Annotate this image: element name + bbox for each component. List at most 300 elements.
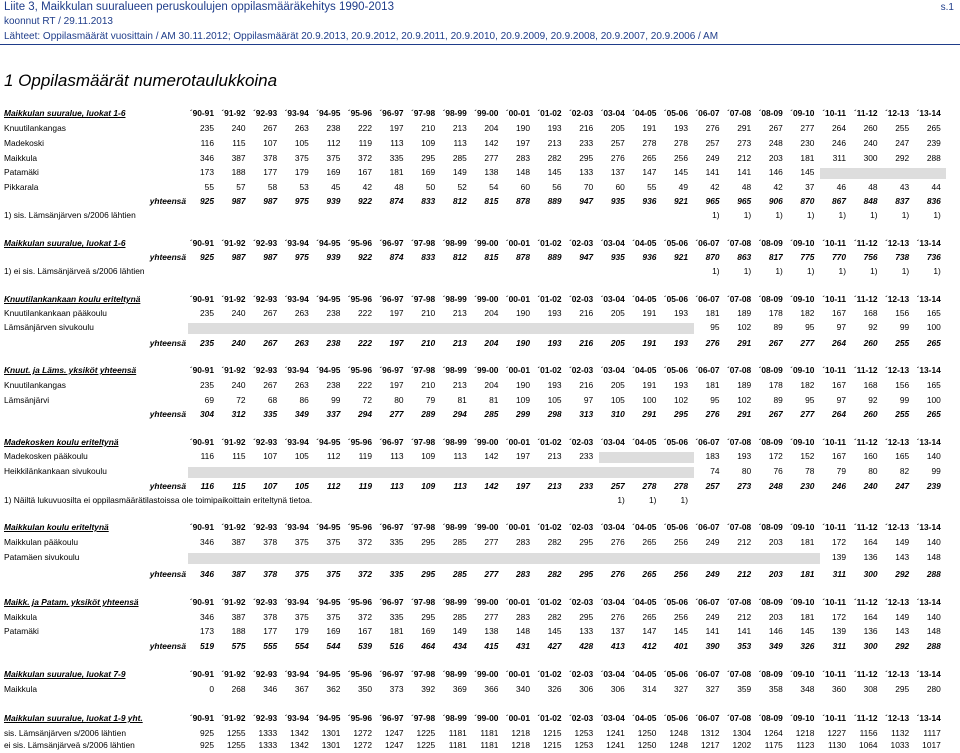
value-cell: 817 xyxy=(768,252,783,262)
value-cell: 193 xyxy=(674,123,688,133)
year-header-cell: ´12-13 xyxy=(884,294,910,304)
year-header-cell: ´10-11 xyxy=(822,437,846,447)
year-header-cell: ´13-14 xyxy=(916,238,941,248)
value-cell: 216 xyxy=(579,338,594,348)
value-cell: 1342 xyxy=(290,728,309,738)
value-cell: 756 xyxy=(863,252,878,262)
year-header-cell: ´03-04 xyxy=(600,294,625,304)
year-header-cell: ´02-03 xyxy=(568,437,594,447)
value-cell: 267 xyxy=(263,380,278,390)
value-cell: 89 xyxy=(773,322,783,332)
value-cell: 936 xyxy=(642,252,657,262)
value-cell: 81 xyxy=(457,395,467,405)
value-cell: 168 xyxy=(863,308,878,318)
value-cell: 306 xyxy=(579,684,594,694)
value-cell: 1304 xyxy=(732,728,752,738)
table-total-row xyxy=(0,481,960,494)
year-header-cell: ´02-03 xyxy=(568,365,594,375)
value-cell: 295 xyxy=(421,153,436,163)
year-header-cell: ´03-04 xyxy=(600,713,625,723)
header-rule xyxy=(0,44,960,45)
year-header-cell: ´10-11 xyxy=(822,597,846,607)
table-total-row xyxy=(0,196,960,209)
year-header-cell: ´01-02 xyxy=(537,294,562,304)
value-cell: 337 xyxy=(326,409,341,419)
table-section-header xyxy=(0,713,960,726)
row-label: 1) Näiltä lukuvuosilta ei oppilasmäärätilastoissa ole toimipaikoittain eriteltynä tietoa. xyxy=(4,495,313,505)
value-cell: 189 xyxy=(737,380,752,390)
value-cell: 169 xyxy=(326,167,341,177)
value-cell: 183 xyxy=(705,451,720,461)
value-cell: 1218 xyxy=(511,740,530,750)
year-header-cell: ´05-06 xyxy=(663,669,688,679)
year-header-cell: ´96-97 xyxy=(379,597,404,607)
value-cell: 278 xyxy=(674,138,688,148)
value-cell: 205 xyxy=(610,380,625,390)
year-header-cell: ´93-94 xyxy=(284,597,309,607)
year-header-cell: ´07-08 xyxy=(726,365,752,375)
value-cell: 247 xyxy=(895,138,910,148)
value-cell: 965 xyxy=(737,196,752,206)
year-header-cell: ´09-10 xyxy=(790,669,815,679)
value-cell: 1) xyxy=(838,266,846,276)
value-cell: 516 xyxy=(389,641,404,651)
year-header-cell: ´09-10 xyxy=(790,238,815,248)
value-cell: 78 xyxy=(805,466,815,476)
value-cell: 285 xyxy=(452,612,467,622)
value-cell: 362 xyxy=(326,684,341,694)
year-header-cell: ´98-99 xyxy=(442,108,467,118)
value-cell: 181 xyxy=(705,308,720,318)
value-cell: 1017 xyxy=(922,740,941,750)
value-cell: 936 xyxy=(642,196,657,206)
value-cell: 145 xyxy=(674,626,688,636)
year-header-cell: ´96-97 xyxy=(379,522,404,532)
year-header-cell: ´08-09 xyxy=(758,669,783,679)
year-header-cell: ´13-14 xyxy=(916,294,941,304)
value-cell: 216 xyxy=(579,380,594,390)
value-cell: 375 xyxy=(326,612,341,622)
year-header-cell: ´07-08 xyxy=(726,294,752,304)
value-cell: 116 xyxy=(200,138,214,148)
value-cell: 213 xyxy=(452,380,467,390)
value-cell: 1253 xyxy=(574,728,594,738)
value-cell: 160 xyxy=(863,451,878,461)
value-cell: 335 xyxy=(389,537,404,547)
value-cell: 1215 xyxy=(542,728,562,738)
value-cell: 304 xyxy=(200,409,214,419)
value-cell: 240 xyxy=(231,338,246,348)
no-data-shading xyxy=(188,323,694,334)
value-cell: 987 xyxy=(231,252,246,262)
year-header-cell: ´94-95 xyxy=(316,522,341,532)
value-cell: 313 xyxy=(579,409,594,419)
value-cell: 68 xyxy=(267,395,278,405)
value-cell: 975 xyxy=(294,252,309,262)
value-cell: 102 xyxy=(737,322,752,332)
year-header-cell: ´04-05 xyxy=(632,522,657,532)
value-cell: 238 xyxy=(326,308,341,318)
value-cell: 285 xyxy=(484,409,499,419)
value-cell: 415 xyxy=(484,641,499,651)
row-label: yhteensä xyxy=(149,641,186,651)
value-cell: 1) xyxy=(901,266,910,276)
year-header-cell: ´95-96 xyxy=(347,294,372,304)
row-label: yhteensä xyxy=(149,252,186,262)
value-cell: 277 xyxy=(484,612,499,622)
table-section-header xyxy=(0,597,960,610)
value-cell: 181 xyxy=(800,612,815,622)
value-cell: 922 xyxy=(358,252,372,262)
value-cell: 172 xyxy=(832,612,846,622)
value-cell: 267 xyxy=(768,123,783,133)
value-cell: 387 xyxy=(231,537,246,547)
year-header-cell: ´90-91 xyxy=(189,713,214,723)
value-cell: 178 xyxy=(768,308,783,318)
year-header-cell: ´90-91 xyxy=(189,437,214,447)
value-cell: 193 xyxy=(547,338,562,348)
year-header-cell: ´13-14 xyxy=(916,365,941,375)
year-header-cell: ´05-06 xyxy=(663,713,688,723)
year-header-cell: ´11-12 xyxy=(853,365,878,375)
value-cell: 346 xyxy=(200,537,214,547)
table-row xyxy=(0,266,960,279)
value-cell: 285 xyxy=(452,537,467,547)
year-header-cell: ´98-99 xyxy=(442,437,467,447)
value-cell: 167 xyxy=(832,380,846,390)
compiled-by: koonnut RT / 29.11.2013 xyxy=(4,16,113,27)
value-cell: 264 xyxy=(832,338,846,348)
value-cell: 311 xyxy=(832,641,846,651)
value-cell: 102 xyxy=(674,395,688,405)
value-cell: 1255 xyxy=(226,740,246,750)
year-header-cell: ´97-98 xyxy=(410,238,436,248)
value-cell: 193 xyxy=(547,380,562,390)
value-cell: 169 xyxy=(326,626,341,636)
year-header-cell: ´11-12 xyxy=(853,522,878,532)
year-header-cell: ´06-07 xyxy=(695,597,720,607)
year-header-cell: ´91-92 xyxy=(221,669,246,679)
document-title: Liite 3, Maikkulan suuralueen peruskoulujen oppilasmääräkehitys 1990-2013 xyxy=(4,1,394,13)
value-cell: 348 xyxy=(800,684,815,694)
year-header-cell: ´99-00 xyxy=(474,294,499,304)
row-label: Maikkula xyxy=(4,612,38,622)
value-cell: 48 xyxy=(741,182,752,192)
value-cell: 212 xyxy=(737,153,752,163)
value-cell: 327 xyxy=(705,684,720,694)
value-cell: 277 xyxy=(800,338,815,348)
value-cell: 947 xyxy=(579,252,594,262)
value-cell: 205 xyxy=(610,338,625,348)
year-header-cell: ´06-07 xyxy=(695,522,720,532)
value-cell: 213 xyxy=(547,481,562,491)
year-header-cell: ´93-94 xyxy=(284,294,309,304)
value-cell: 1) xyxy=(901,210,910,220)
value-cell: 133 xyxy=(579,626,594,636)
year-header-cell: ´06-07 xyxy=(695,238,720,248)
value-cell: 115 xyxy=(232,451,246,461)
value-cell: 268 xyxy=(231,684,246,694)
value-cell: 97 xyxy=(836,395,846,405)
value-cell: 193 xyxy=(674,308,688,318)
year-header-cell: ´11-12 xyxy=(853,437,878,447)
value-cell: 177 xyxy=(263,626,278,636)
value-cell: 346 xyxy=(200,612,214,622)
value-cell: 138 xyxy=(484,167,499,177)
value-cell: 113 xyxy=(390,481,404,491)
value-cell: 256 xyxy=(674,153,688,163)
value-cell: 1) xyxy=(648,495,657,505)
value-cell: 921 xyxy=(674,196,688,206)
table-section-header xyxy=(0,365,960,378)
value-cell: 267 xyxy=(263,308,278,318)
value-cell: 874 xyxy=(389,196,404,206)
value-cell: 1250 xyxy=(637,740,657,750)
value-cell: 205 xyxy=(610,123,625,133)
table-total-row xyxy=(0,641,960,654)
value-cell: 249 xyxy=(705,569,720,579)
row-label: sis. Lämsänjärven s/2006 lähtien xyxy=(4,728,126,738)
value-cell: 283 xyxy=(516,569,530,579)
value-cell: 109 xyxy=(421,138,436,148)
value-cell: 283 xyxy=(516,537,530,547)
year-header-cell: ´02-03 xyxy=(568,713,594,723)
value-cell: 141 xyxy=(737,626,752,636)
year-header-cell: ´09-10 xyxy=(790,437,815,447)
value-cell: 264 xyxy=(832,409,846,419)
value-cell: 54 xyxy=(489,182,499,192)
value-cell: 145 xyxy=(547,626,562,636)
row-label: 1) ei sis. Lämsänjärveä s/2006 lähtien xyxy=(4,266,145,276)
value-cell: 145 xyxy=(547,167,562,177)
value-cell: 147 xyxy=(642,167,657,177)
value-cell: 874 xyxy=(389,252,404,262)
value-cell: 100 xyxy=(926,322,941,332)
year-header-cell: ´90-91 xyxy=(189,669,214,679)
value-cell: 1253 xyxy=(574,740,594,750)
value-cell: 43 xyxy=(899,182,910,192)
value-cell: 147 xyxy=(642,626,657,636)
year-header-cell: ´97-98 xyxy=(410,108,436,118)
year-header-cell: ´02-03 xyxy=(568,597,594,607)
value-cell: 149 xyxy=(895,612,910,622)
year-header-cell: ´10-11 xyxy=(822,713,846,723)
year-header-cell: ´94-95 xyxy=(316,437,341,447)
value-cell: 60 xyxy=(615,182,625,192)
value-cell: 257 xyxy=(705,138,720,148)
value-cell: 145 xyxy=(800,167,815,177)
table-section-header xyxy=(0,294,960,307)
year-header-cell: ´03-04 xyxy=(600,597,625,607)
value-cell: 256 xyxy=(674,537,688,547)
value-cell: 204 xyxy=(484,123,499,133)
value-cell: 464 xyxy=(421,641,436,651)
year-header-cell: ´90-91 xyxy=(189,294,214,304)
row-label: Madekosken koulu eriteltynä xyxy=(4,437,119,447)
value-cell: 295 xyxy=(579,537,594,547)
table-row xyxy=(0,451,960,464)
value-cell: 1) xyxy=(743,210,752,220)
value-cell: 141 xyxy=(705,167,720,177)
value-cell: 112 xyxy=(327,481,341,491)
value-cell: 878 xyxy=(516,196,530,206)
value-cell: 49 xyxy=(678,182,688,192)
year-header-cell: ´00-01 xyxy=(505,108,530,118)
value-cell: 294 xyxy=(358,409,372,419)
value-cell: 190 xyxy=(516,308,530,318)
year-header-cell: ´06-07 xyxy=(695,437,720,447)
value-cell: 140 xyxy=(926,537,941,547)
value-cell: 311 xyxy=(832,569,846,579)
value-cell: 249 xyxy=(705,612,720,622)
value-cell: 100 xyxy=(926,395,941,405)
year-header-cell: ´00-01 xyxy=(505,294,530,304)
value-cell: 60 xyxy=(520,182,530,192)
value-cell: 141 xyxy=(737,167,752,177)
value-cell: 289 xyxy=(421,409,436,419)
value-cell: 372 xyxy=(358,537,372,547)
row-label: Patamäen sivukoulu xyxy=(4,552,80,562)
value-cell: 95 xyxy=(805,322,815,332)
table-row xyxy=(0,380,960,393)
value-cell: 197 xyxy=(389,308,404,318)
value-cell: 925 xyxy=(200,252,214,262)
value-cell: 1333 xyxy=(258,728,278,738)
value-cell: 1247 xyxy=(384,728,404,738)
value-cell: 975 xyxy=(294,196,309,206)
value-cell: 172 xyxy=(768,451,783,461)
value-cell: 310 xyxy=(610,409,625,419)
value-cell: 922 xyxy=(358,196,372,206)
year-header-cell: ´04-05 xyxy=(632,294,657,304)
value-cell: 1) xyxy=(775,266,783,276)
year-header-cell: ´13-14 xyxy=(916,108,941,118)
value-cell: 277 xyxy=(484,153,499,163)
year-header-cell: ´04-05 xyxy=(632,597,657,607)
year-header-cell: ´07-08 xyxy=(726,238,752,248)
value-cell: 265 xyxy=(642,612,657,622)
value-cell: 142 xyxy=(484,138,499,148)
year-header-cell: ´99-00 xyxy=(474,365,499,375)
value-cell: 288 xyxy=(926,569,941,579)
value-cell: 294 xyxy=(452,409,467,419)
value-cell: 148 xyxy=(516,626,530,636)
value-cell: 179 xyxy=(294,626,309,636)
value-cell: 107 xyxy=(263,138,278,148)
value-cell: 833 xyxy=(421,252,436,262)
row-label: Pikkarala xyxy=(4,182,39,192)
value-cell: 295 xyxy=(579,153,594,163)
value-cell: 812 xyxy=(452,252,467,262)
table-row xyxy=(0,684,960,697)
value-cell: 249 xyxy=(705,153,720,163)
value-cell: 216 xyxy=(579,123,594,133)
value-cell: 238 xyxy=(326,123,341,133)
value-cell: 263 xyxy=(294,123,309,133)
value-cell: 45 xyxy=(331,182,341,192)
value-cell: 935 xyxy=(610,252,625,262)
value-cell: 346 xyxy=(263,684,278,694)
year-header-cell: ´92-93 xyxy=(252,365,278,375)
year-header-cell: ´91-92 xyxy=(221,713,246,723)
value-cell: 212 xyxy=(737,569,752,579)
value-cell: 168 xyxy=(863,380,878,390)
year-header-cell: ´11-12 xyxy=(853,108,878,118)
value-cell: 97 xyxy=(583,395,594,405)
row-label: yhteensä xyxy=(149,569,186,579)
value-cell: 1) xyxy=(712,210,720,220)
value-cell: 372 xyxy=(358,569,372,579)
value-cell: 156 xyxy=(895,380,910,390)
year-header-cell: ´94-95 xyxy=(316,294,341,304)
value-cell: 1) xyxy=(838,210,846,220)
year-header-cell: ´98-99 xyxy=(442,713,467,723)
year-header-cell: ´05-06 xyxy=(663,365,688,375)
year-header-cell: ´93-94 xyxy=(284,522,309,532)
value-cell: 197 xyxy=(516,138,530,148)
table-total-row xyxy=(0,569,960,582)
value-cell: 190 xyxy=(516,338,530,348)
year-header-cell: ´93-94 xyxy=(284,108,309,118)
value-cell: 165 xyxy=(895,451,910,461)
year-header-cell: ´07-08 xyxy=(726,713,752,723)
value-cell: 1130 xyxy=(827,740,846,750)
year-header-cell: ´95-96 xyxy=(347,365,372,375)
value-cell: 216 xyxy=(579,308,594,318)
value-cell: 863 xyxy=(737,252,752,262)
value-cell: 358 xyxy=(768,684,783,694)
value-cell: 815 xyxy=(484,196,499,206)
value-cell: 555 xyxy=(263,641,278,651)
year-header-cell: ´12-13 xyxy=(884,437,910,447)
value-cell: 1215 xyxy=(542,740,562,750)
value-cell: 99 xyxy=(899,322,910,332)
year-header-cell: ´97-98 xyxy=(410,294,436,304)
value-cell: 427 xyxy=(547,641,562,651)
value-cell: 188 xyxy=(231,626,246,636)
value-cell: 387 xyxy=(231,612,246,622)
year-header-cell: ´01-02 xyxy=(537,108,562,118)
table-row xyxy=(0,308,960,321)
value-cell: 92 xyxy=(868,395,878,405)
year-header-cell: ´92-93 xyxy=(252,238,278,248)
year-header-cell: ´12-13 xyxy=(884,669,910,679)
value-cell: 434 xyxy=(452,641,467,651)
value-cell: 113 xyxy=(453,481,467,491)
value-cell: 372 xyxy=(358,153,372,163)
value-cell: 69 xyxy=(204,395,214,405)
year-header-cell: ´01-02 xyxy=(537,597,562,607)
value-cell: 1218 xyxy=(511,728,530,738)
year-header-cell: ´94-95 xyxy=(316,669,341,679)
value-cell: 240 xyxy=(863,138,878,148)
year-header-cell: ´07-08 xyxy=(726,522,752,532)
value-cell: 265 xyxy=(642,537,657,547)
value-cell: 264 xyxy=(832,123,846,133)
value-cell: 230 xyxy=(800,138,815,148)
value-cell: 213 xyxy=(452,338,467,348)
value-cell: 292 xyxy=(895,153,910,163)
year-header-cell: ´01-02 xyxy=(537,669,562,679)
value-cell: 212 xyxy=(737,612,752,622)
value-cell: 92 xyxy=(868,322,878,332)
value-cell: 965 xyxy=(705,196,720,206)
value-cell: 412 xyxy=(642,641,657,651)
value-cell: 167 xyxy=(832,451,846,461)
year-header-cell: ´90-91 xyxy=(189,597,214,607)
value-cell: 177 xyxy=(263,167,278,177)
section-heading: 1 Oppilasmäärät numerotaulukkoina xyxy=(4,71,278,90)
